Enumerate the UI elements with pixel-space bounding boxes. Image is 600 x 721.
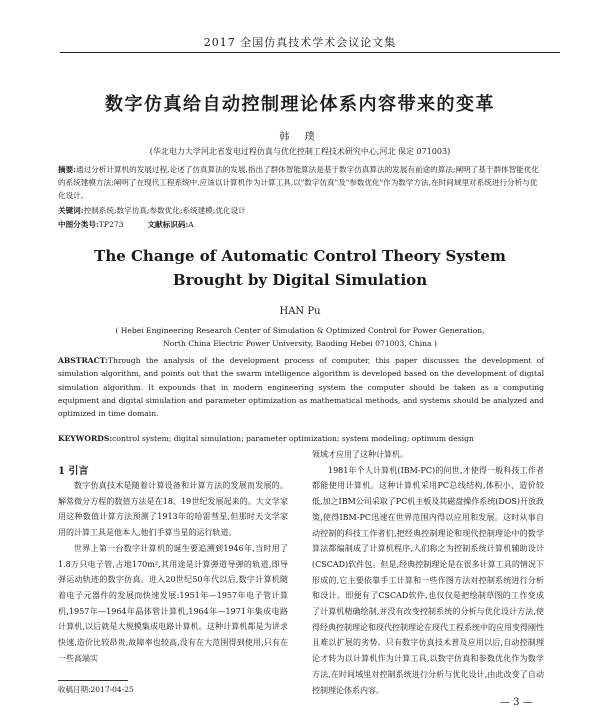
body-column-right (312, 447, 544, 698)
english-author: HAN Pu (279, 306, 321, 317)
paragraph: 领域才应用了这种计算机。 (312, 450, 408, 459)
english-abstract-label: ABSTRACT: (58, 356, 108, 365)
chinese-affiliation: (华北电力大学河北省发电过程仿真与优化控制工程技术研究中心,河北 保定 071003) (149, 147, 451, 156)
classification-value: TP273 (98, 220, 124, 229)
chinese-abstract-text: 通过分析计算机的发展过程,论述了仿真算法的发展,指出了群体智能算法是基于数字仿真算法的发展有前途的算法;阐明了基于群体智能优化的系统建模方法;阐明了在现代工程系统中,应该以计算机作为计算工具,以"数字仿真"及"参数优化"作为数学方法,在时间域里对系统进行分析与优化设计。 (58, 165, 540, 200)
section-heading: 1 引言 (58, 466, 89, 477)
english-affiliation-line-2: North China Electric Power University, Baoding Hebei 071003, China ) (163, 339, 437, 348)
paragraph: 数字仿真技术是随着计算设备和计算方法的发展而发展的。解常微分方程的数值方法是在18、19世纪发展起来的。大文学家用这种数值计算方法预测了1913年的哈雷彗星,但那时天文学家用的计算工具是他本人,他们手算当星的运行轨道。 (58, 481, 288, 538)
chinese-keywords-text: 控制系统;数字仿真;参数优化;系统建模;优化设计 (83, 206, 246, 215)
english-keywords (58, 432, 544, 445)
document-code-label: 文献标识码: (147, 220, 189, 229)
classification-label: 中图分类号: (58, 220, 99, 229)
footnote-rule (58, 680, 128, 681)
document-code-value: A (188, 220, 194, 229)
chinese-author: 韩 璞 (279, 132, 321, 143)
paragraph: 世界上第一台数字计算机的诞生要追溯到1946年,当时用了1.8万只电子管,占地170m²,其用途是计算弹道导弹的轨道,即导弹运动轨迹的数字仿真。进入20世纪50年代以后,数字计算机随着电子元器件的发展而快速发展:1951年—1957年电子管计算机,1957年—1964年晶体管计算机,1964年—1971年集成电路计算机,以后就是大规模集成电路计算机。这种计算机都是为讲求快速,造价比较昂贵,故障率也较高,没有在大范围得到使用,只有在一些高端实 (58, 543, 288, 663)
classification-line (58, 218, 544, 231)
page-number: — 3 — (500, 697, 533, 708)
body-column-left (58, 478, 288, 666)
header-rule (60, 52, 560, 53)
english-title (0, 244, 600, 292)
english-abstract-text: Through the analysis of the development process of computer, this paper discusses the development of simulation algorithm, and points out that the swarm intelligence algorithm is developed based on the development of digital simulation algorithm. It expounds that in modern engineering system the computer should be taken as a computing equipment and digital simulation and parameter optimization as mathematical methods, and systems should be analyzed and optimized in time domain. (58, 356, 544, 419)
chinese-abstract-label: 摘要: (58, 165, 76, 174)
english-affiliation-line-1: ( Hebei Engineering Research Center of Simulation & Optimized Control for Power Generation, (115, 326, 485, 335)
running-head: 2017 全国仿真技术学术会议论文集 (203, 36, 397, 49)
english-title-line-2: Brought by Digital Simulation (172, 271, 428, 289)
chinese-keywords-label: 关键词: (58, 206, 84, 215)
chinese-title: 数字仿真给自动控制理论体系内容带来的变革 (105, 94, 495, 115)
english-abstract (58, 354, 544, 420)
chinese-abstract (58, 163, 544, 202)
paragraph: 1981年个人计算机(IBM-PC)的问世,才使得一般科技工作者都能使用计算机。这种计算机采用PC总线结构,体积小、造价较低,加之IBM公司采取了PC机主板及其磁盘操作系统(DOS)开放政策,使得IBM-PC迅速在世界范围内得以应用和发展。这时从事自动控制的科技工作者们,把经典控制理论和现代控制理论中的数学算法都编制成了计算机程序,人们称之为控制系统计算机辅助设计(CSCAD)软件包。但是,经典控制理论是在很多计算工具的情况下形成的,它主要依靠手工计算和一些作图方法对控制系统进行分析和设计。即便有了CSCAD软件,也仅仅是把绘制草图的工作变成了计算机精确绘制,并没有改变控制系统的分析与优化设计方法,使得经典控制理论和现代控制理论在现代工程系统中的应用变得刚性且难以扩展的劣势。只有数字仿真技术普及应用以后,自动控制理论才转为以计算机作为计算工具,以数字仿真和参数优化作为数学方法,在时间域里对控制系统进行分析与优化设计,由此改变了自动控制理论体系内容。 (312, 465, 544, 695)
english-affiliation (0, 324, 600, 350)
english-keywords-text: control system; digital simulation; parameter optimization; system modeling; optimum design (112, 434, 474, 443)
english-title-line-1: The Change of Automatic Control Theory System (94, 247, 506, 265)
chinese-keywords (58, 204, 544, 217)
received-date-footnote: 收稿日期:2017-04-25 (58, 685, 134, 694)
english-keywords-label: KEYWORDS: (58, 434, 113, 443)
